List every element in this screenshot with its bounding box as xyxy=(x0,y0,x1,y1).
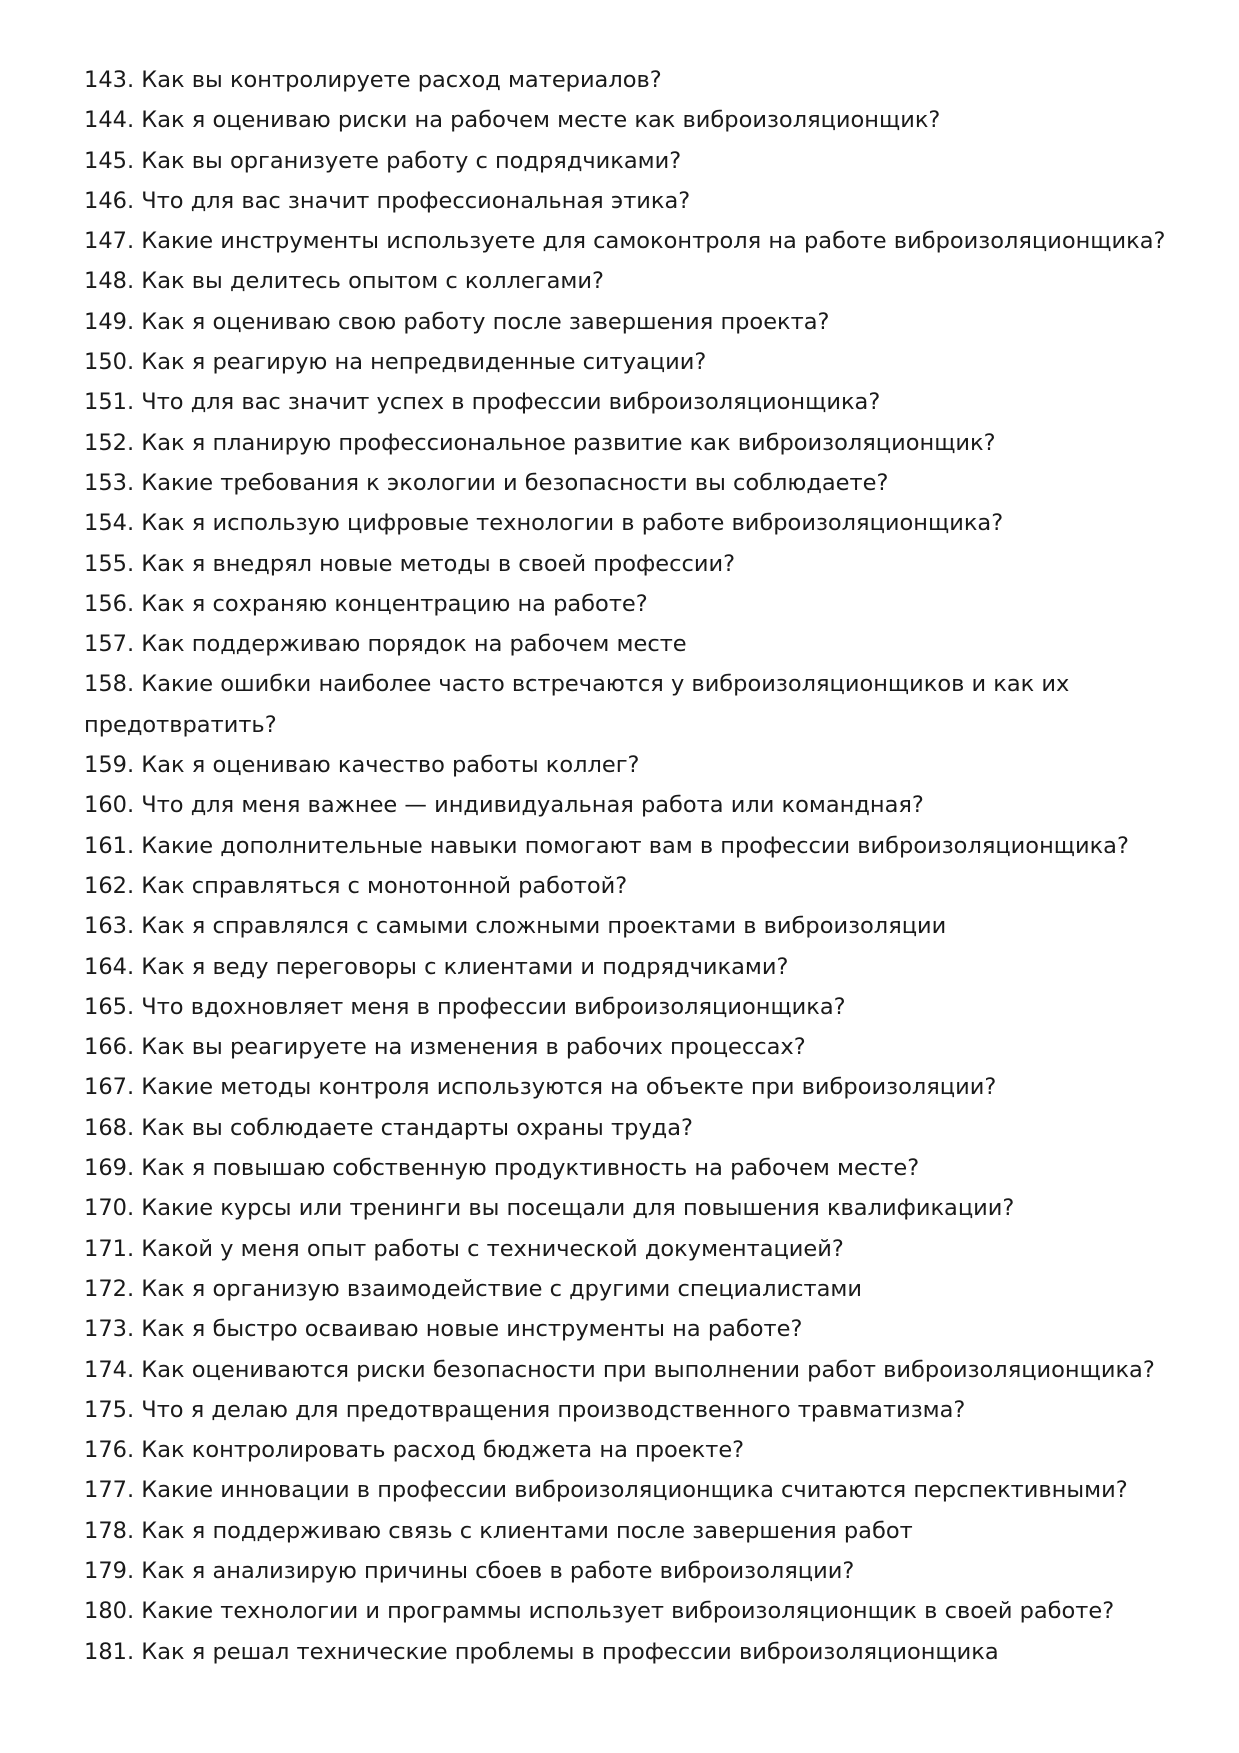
question-text: Как поддерживаю порядок на рабочем месте xyxy=(141,631,687,658)
question-text: Как я планирую профессиональное развитие как виброизоляционщик? xyxy=(141,429,996,456)
list-item xyxy=(84,463,1174,503)
question-number: 168. xyxy=(84,1114,135,1141)
list-item xyxy=(84,503,1174,543)
list-item xyxy=(84,1511,1174,1551)
question-text: Как я справлялся с самыми сложными проектами в виброизоляции xyxy=(141,913,947,940)
question-number: 179. xyxy=(84,1557,135,1584)
list-item xyxy=(84,1027,1174,1067)
question-number: 174. xyxy=(84,1356,135,1383)
question-number: 162. xyxy=(84,872,135,899)
list-item xyxy=(84,181,1174,221)
list-item xyxy=(84,826,1174,866)
question-number: 170. xyxy=(84,1195,135,1222)
question-text: Как я решал технические проблемы в профессии виброизоляционщика xyxy=(141,1638,999,1665)
list-item xyxy=(84,1470,1174,1510)
list-item xyxy=(84,906,1174,946)
list-item xyxy=(84,1350,1174,1390)
question-number: 144. xyxy=(84,107,135,134)
question-number: 146. xyxy=(84,187,135,214)
question-text: Как я организую взаимодействие с другими специалистами xyxy=(141,1275,862,1302)
question-text: Какие дополнительные навыки помогают вам в профессии виброизоляционщика? xyxy=(141,832,1129,859)
list-item xyxy=(84,261,1174,301)
list-item xyxy=(84,745,1174,785)
question-number: 159. xyxy=(84,752,135,779)
question-number: 164. xyxy=(84,953,135,980)
list-item xyxy=(84,60,1174,100)
question-text: Как я веду переговоры с клиентами и подрядчиками? xyxy=(141,953,789,980)
question-text: Как я использую цифровые технологии в работе виброизоляционщика? xyxy=(141,510,1004,537)
question-text: Как я повышаю собственную продуктивность на рабочем месте? xyxy=(141,1155,920,1182)
question-number: 173. xyxy=(84,1316,135,1343)
question-text: Какие требования к экологии и безопасности вы соблюдаете? xyxy=(141,469,889,496)
list-item xyxy=(84,1390,1174,1430)
question-text: Какие методы контроля используются на объекте при виброизоляции? xyxy=(141,1074,997,1101)
question-number: 158. xyxy=(84,671,135,698)
list-item xyxy=(84,866,1174,906)
list-item xyxy=(84,1067,1174,1107)
list-item xyxy=(84,342,1174,382)
question-number: 150. xyxy=(84,349,135,376)
list-item xyxy=(84,947,1174,987)
list-item xyxy=(84,987,1174,1027)
question-number: 153. xyxy=(84,469,135,496)
question-number: 181. xyxy=(84,1638,135,1665)
question-text: Какие инновации в профессии виброизоляционщика считаются перспективными? xyxy=(141,1477,1128,1504)
list-item xyxy=(84,141,1174,181)
question-text: Что для меня важнее — индивидуальная работа или командная? xyxy=(141,792,924,819)
question-number: 145. xyxy=(84,147,135,174)
list-item xyxy=(84,1632,1174,1672)
list-item xyxy=(84,302,1174,342)
list-item xyxy=(84,221,1174,261)
question-text: Что я делаю для предотвращения производственного травматизма? xyxy=(141,1396,966,1423)
question-text: Что вдохновляет меня в профессии виброизоляционщика? xyxy=(141,993,846,1020)
question-number: 157. xyxy=(84,631,135,658)
question-text: Как я внедрял новые методы в своей профессии? xyxy=(141,550,736,577)
question-number: 167. xyxy=(84,1074,135,1101)
question-text: Как я реагирую на непредвиденные ситуации? xyxy=(141,349,707,376)
list-item xyxy=(84,584,1174,624)
list-item xyxy=(84,664,1174,745)
list-item xyxy=(84,624,1174,664)
list-item xyxy=(84,1309,1174,1349)
question-text: Как вы соблюдаете стандарты охраны труда? xyxy=(141,1114,693,1141)
list-item xyxy=(84,1108,1174,1148)
list-item xyxy=(84,100,1174,140)
question-number: 175. xyxy=(84,1396,135,1423)
question-number: 178. xyxy=(84,1517,135,1544)
list-item xyxy=(84,1269,1174,1309)
list-item xyxy=(84,1430,1174,1470)
question-number: 151. xyxy=(84,389,135,416)
question-number: 171. xyxy=(84,1235,135,1262)
question-text: Как вы реагируете на изменения в рабочих процессах? xyxy=(141,1034,806,1061)
question-number: 149. xyxy=(84,308,135,335)
question-number: 177. xyxy=(84,1477,135,1504)
list-item xyxy=(84,1591,1174,1631)
question-text: Какие технологии и программы использует виброизоляционщик в своей работе? xyxy=(141,1598,1115,1625)
question-number: 148. xyxy=(84,268,135,295)
question-text: Как я быстро осваиваю новые инструменты на работе? xyxy=(141,1316,803,1343)
question-number: 147. xyxy=(84,228,135,255)
list-item xyxy=(84,1148,1174,1188)
question-text: Как вы делитесь опытом с коллегами? xyxy=(141,268,604,295)
question-text: Как я оцениваю качество работы коллег? xyxy=(141,752,640,779)
question-text: Как я сохраняю концентрацию на работе? xyxy=(141,590,648,617)
question-text: Как оцениваются риски безопасности при выполнении работ виброизоляционщика? xyxy=(141,1356,1155,1383)
question-text: Как контролировать расход бюджета на проекте? xyxy=(141,1437,745,1464)
question-text: Как вы контролируете расход материалов? xyxy=(141,67,662,93)
question-number: 143. xyxy=(84,67,135,93)
question-text: Как я оцениваю риски на рабочем месте как виброизоляционщик? xyxy=(141,107,941,134)
question-list xyxy=(84,60,1174,1672)
question-number: 165. xyxy=(84,993,135,1020)
question-text: Что для вас значит успех в профессии виброизоляционщика? xyxy=(141,389,881,416)
question-number: 169. xyxy=(84,1155,135,1182)
question-number: 163. xyxy=(84,913,135,940)
question-text: Какие ошибки наиболее часто встречаются у виброизоляционщиков и как их предотвратить? xyxy=(84,671,1070,738)
question-number: 156. xyxy=(84,590,135,617)
list-item xyxy=(84,785,1174,825)
question-text: Как вы организуете работу с подрядчиками? xyxy=(141,147,682,174)
question-number: 166. xyxy=(84,1034,135,1061)
question-number: 152. xyxy=(84,429,135,456)
question-text: Как я поддерживаю связь с клиентами после завершения работ xyxy=(141,1517,913,1544)
question-text: Как я анализирую причины сбоев в работе виброизоляции? xyxy=(141,1557,855,1584)
question-number: 161. xyxy=(84,832,135,859)
question-number: 172. xyxy=(84,1275,135,1302)
question-number: 180. xyxy=(84,1598,135,1625)
list-item xyxy=(84,423,1174,463)
list-item xyxy=(84,1188,1174,1228)
question-number: 155. xyxy=(84,550,135,577)
question-text: Какой у меня опыт работы с технической документацией? xyxy=(141,1235,844,1262)
question-number: 154. xyxy=(84,510,135,537)
list-item xyxy=(84,1551,1174,1591)
question-number: 176. xyxy=(84,1437,135,1464)
list-item xyxy=(84,382,1174,422)
question-text: Как справляться с монотонной работой? xyxy=(141,872,628,899)
question-text: Какие инструменты используете для самоконтроля на работе виброизоляционщика? xyxy=(141,228,1166,255)
question-text: Как я оцениваю свою работу после завершения проекта? xyxy=(141,308,830,335)
list-item xyxy=(84,1229,1174,1269)
question-number: 160. xyxy=(84,792,135,819)
question-text: Что для вас значит профессиональная этика? xyxy=(141,187,691,214)
question-text: Какие курсы или тренинги вы посещали для повышения квалификации? xyxy=(141,1195,1015,1222)
list-item xyxy=(84,544,1174,584)
